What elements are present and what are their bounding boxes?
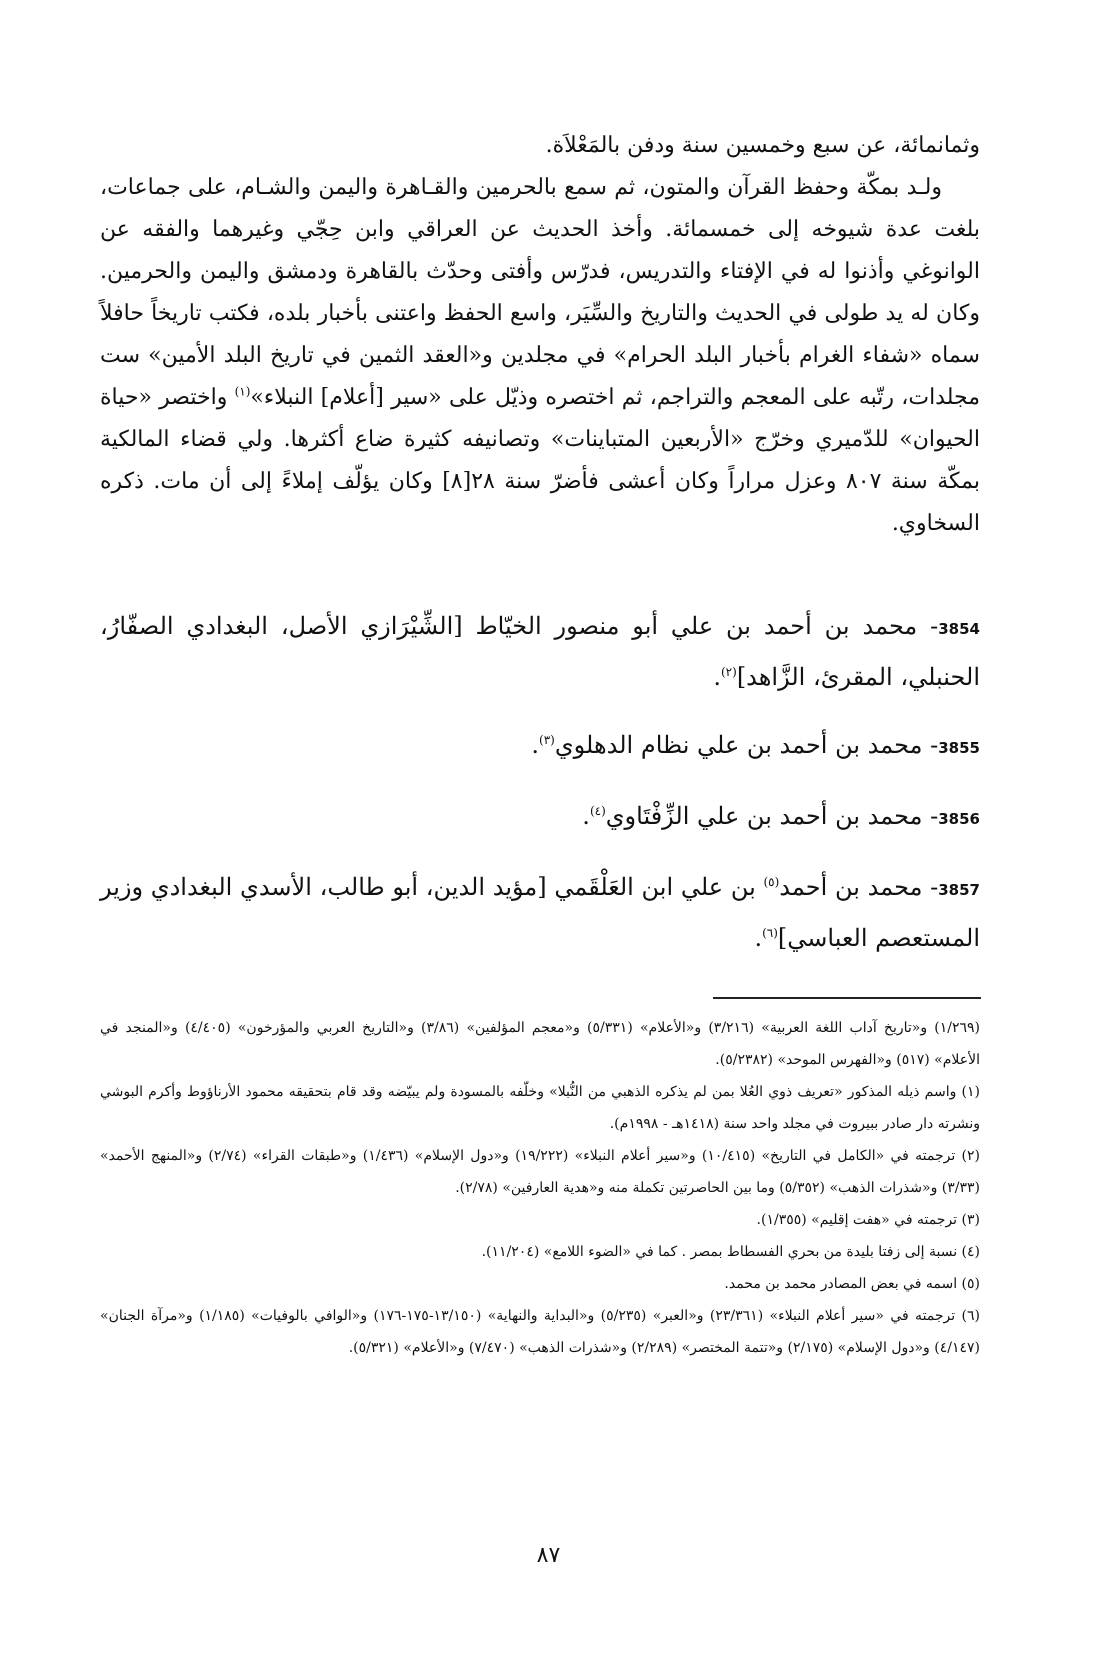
entry-tail: . [531,731,540,759]
footnote-3: (٣) ترجمته في «هفت إقليم» (١/٣٥٥). [756,1212,980,1228]
footnote-2: (٢) ترجمته في «الكامل في التاريخ» (١٠/٤١٥) و«سير أعلام النبلاء» (١٩/٢٢٢) و«دول الإسلام» (١/٤٣٦) و«طبقات القراء» (٢/٧٤) و«المنهج الأحمد» (٣/٣٣) و«شذرات الذهب» (٥/٣٥٢) وما بين الحاصرتين تكملة منه و«هدية العارفين» (٢/٧٨). [100,1148,980,1196]
entry-text: - محمد بن أحمد بن علي أبو منصور الخيّاط [الشِّيْرَازي الأصل، البغدادي الصفّارُ، الحنبلي، المقرئ، الزَّاهد] [100,612,980,691]
entry-number: 3854 [938,620,980,638]
footnote-marker[interactable]: (٣) [539,733,555,747]
entry-list [100,602,980,982]
paragraph-biography [100,167,980,545]
entry-number: 3856 [938,810,980,828]
entry-text: - محمد بن أحمد بن علي نظام الدهلوي [554,731,939,759]
page-number: ٨٧ [536,1543,561,1568]
main-text [100,125,980,545]
footnote-4: (٤) نسبة إلى زفتا بليدة من بحري الفسطاط بمصر . كما في «الضوء اللامع» (١١/٢٠٤). [481,1244,980,1260]
entry-number: 3857 [938,881,980,899]
entry-tail: . [754,924,763,952]
footnote-marker[interactable]: (٤) [589,804,606,818]
entry-3854 [100,602,980,701]
entry-text: - محمد بن أحمد بن علي الزِّفْتَاوي [605,802,939,830]
footnote-carryover: (١/٢٦٩) و«تاريخ آداب اللغة العربية» (٣/٢١٦) و«الأعلام» (٥/٣٣١) و«معجم المؤلفين» (٣/٨٦) و«التاريخ العربي والمؤرخون» (٤/٤٠٥) و«المنجد في الأعلام» (٥١٧) و«الفهرس الموحد» (٥/٢٣٨٢). [100,1020,981,1068]
entry-3856 [100,792,980,843]
footnote-marker[interactable]: (١) [234,384,251,399]
footnote-marker[interactable]: (٥) [763,875,780,889]
footnote-divider [713,997,981,999]
footnote-5: (٥) اسمه في بعض المصادر محمد بن محمد. [724,1276,980,1292]
entry-tail: . [713,663,721,691]
footnote-marker[interactable]: (٦) [762,926,778,940]
entry-text-continued: بن علي ابن العَلْقَمي [مؤيد الدين، أبو طالب، الأسدي البغدادي وزير المستعصم العباسي] [100,873,980,952]
paragraph-biography-part2: واختصر «حياة الحيوان» للدّميري وخرّج «الأربعين المتباينات» وتصانيفه كثيرة ضاع أكثرها. ولي قضاء المالكية بمكّة سنة ٨٠٧ وعزل مراراً وكان أعشى فأضرّ سنة ٢٨[٨] وكان يؤلّف إملاءً إلى أن مات. ذكره السخاوي. [100,385,981,536]
entry-3855 [100,721,980,772]
footnotes [100,1012,980,1364]
footnote-6: (٦) ترجمته في «سير أعلام النبلاء» (٢٣/٣٦١) و«العبر» (٥/٢٣٥) و«البداية والنهاية» (١٣/١٥٠-١٧٥-١٧٦) و«الوافي بالوفيات» (١/١٨٥) و«مرآة الجنان» (٤/١٤٧) و«دول الإسلام» (٢/١٧٥) و«تتمة المختصر» (٢/٢٨٩) و«شذرات الذهب» (٧/٤٧٠) و«الأعلام» (٥/٣٢١). [100,1308,981,1356]
paragraph-biography-part1: ولـد بمكّة وحفظ القرآن والمتون، ثم سمع بالحرمين والقـاهرة واليمن والشـام، على جماعات، بلغت عدة شيوخه إلى خمسمائة. وأخذ الحديث عن العراقي وابن حِجّي وغيرهما والفقه عن الوانوغي وأذنوا له في الإفتاء والتدريس، فدرّس وأفتى وحدّث بالقاهرة ودمشق واليمن والحرمين. وكان له يد طولى في الحديث والتاريخ والسِّيَر، واسع الحفظ واعتنى بأخبار بلده، فكتب تاريخاً حافلاً سماه «شفاء الغرام بأخبار البلد الحرام» في مجلدين و«العقد الثمين في تاريخ البلد الأمين» ست مجلدات، رتّبه على المعجم والتراجم، ثم اختصره وذيّل على «سير [أعلام] النبلاء» [100,175,980,410]
paragraph-continuation: وثمانمائة، عن سبع وخمسين سنة ودفن بالمَعْلاَة. [545,133,980,158]
entry-3857 [100,863,980,962]
entry-tail: . [582,802,590,830]
entry-number: 3855 [938,739,980,757]
footnote-1: (١) واسم ذيله المذكور «تعريف ذوي العُلا بمن لم يذكره الذهبي من النُّبلا» وخلّفه بالمسودة ولم يبيّضه وقد قام بتحقيقه محمود الأرناؤوط وأكرم البوشي ونشرته دار صادر ببيروت في مجلد واحد سنة (١٤١٨هـ - ١٩٩٨م). [100,1084,980,1132]
footnote-marker[interactable]: (٢) [720,665,737,679]
entry-text: - محمد بن أحمد [779,873,939,901]
